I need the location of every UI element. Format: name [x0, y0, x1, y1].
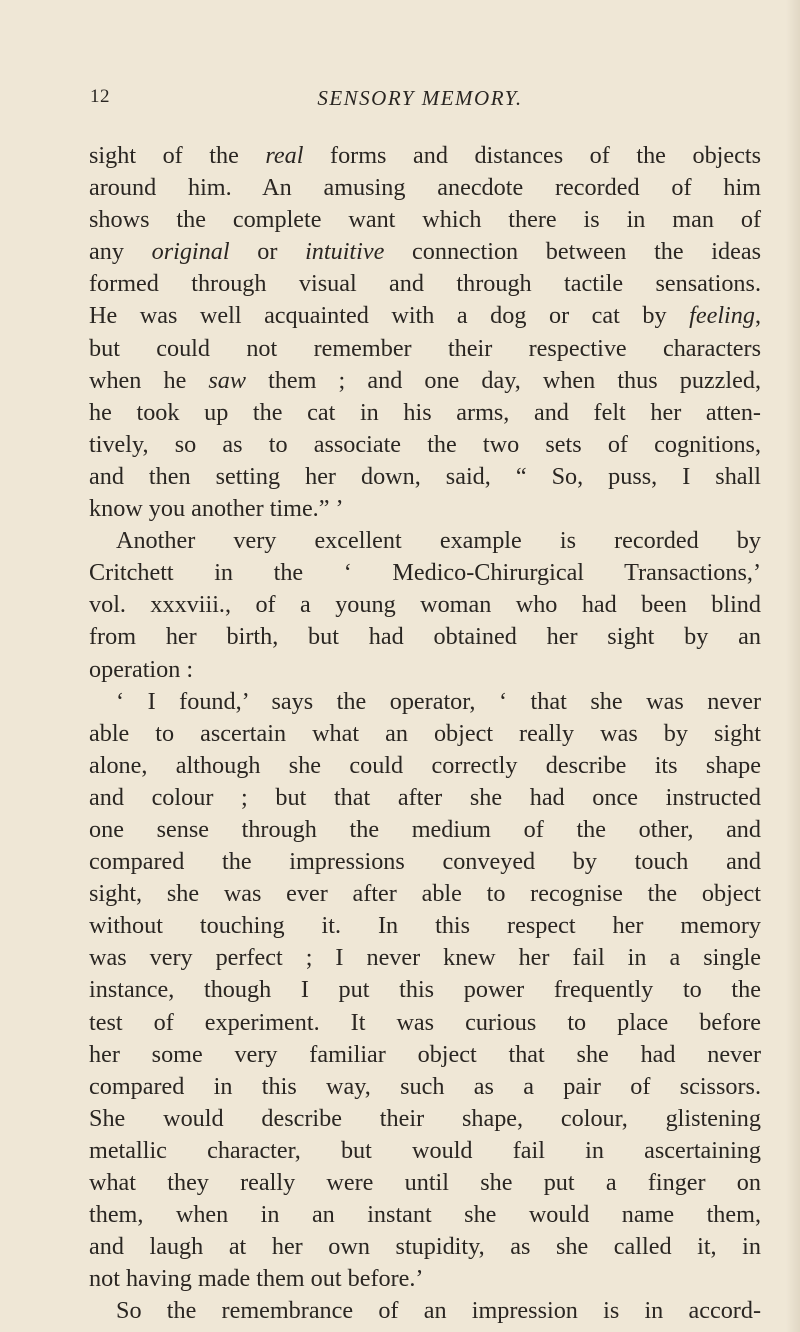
text-run: and colour ; but that after she had once instructed: [89, 783, 761, 811]
text-line: [89, 333, 761, 365]
text-run: them, when in an instant she would name them,: [89, 1201, 761, 1229]
text-run: and then setting her down, said, “ So, puss, I shall: [89, 462, 761, 490]
text-line: [89, 557, 761, 589]
text-run: sight of the: [89, 142, 266, 169]
italic-text: intuitive: [305, 238, 385, 266]
text-run: he took up the cat in his arms, and felt her atten-: [89, 398, 761, 426]
text-run: alone, although she could correctly describe its shape: [89, 751, 761, 779]
text-line: [89, 1295, 761, 1327]
text-run: metallic character, but would fail in ascertaining: [89, 1136, 761, 1164]
text-line: [89, 654, 761, 686]
text-run: tively, so as to associate the two sets of cognitions,: [89, 430, 761, 458]
text-line: [89, 782, 761, 814]
text-line: [89, 461, 761, 493]
text-line: [89, 1135, 761, 1167]
text-line: [89, 493, 761, 525]
text-run: So the remembrance of an impression is in accord-: [116, 1297, 761, 1325]
text-line: [89, 814, 761, 846]
text-line: [89, 1007, 761, 1039]
text-line: [89, 1071, 761, 1103]
text-run: ‘ I found,’ says the operator, ‘ that she was never: [116, 687, 761, 715]
text-run: them ; and one day, when thus puzzled,: [246, 366, 761, 394]
text-run: know you another time.” ’: [89, 495, 344, 523]
text-run: connection between the ideas: [384, 238, 761, 266]
text-run: or: [229, 238, 306, 266]
text-line: [89, 878, 761, 910]
page-edge-shadow: [786, 0, 800, 1332]
text-line: [89, 686, 761, 718]
text-run: what they really were until she put a finger on: [89, 1169, 761, 1196]
text-run: forms and distances of the objects: [303, 142, 761, 169]
text-line: [89, 718, 761, 750]
text-run: formed through visual and through tactile sensations.: [89, 270, 761, 298]
text-run: He was well acquainted with a dog or cat by: [89, 302, 690, 330]
text-run: from her birth, but had obtained her sight by an: [89, 623, 761, 651]
body-text: [89, 140, 761, 1327]
text-line: [89, 1199, 761, 1231]
italic-text: feeling: [689, 302, 755, 330]
text-run: operation :: [89, 655, 194, 683]
text-run: vol. xxxviii., of a young woman who had been blind: [89, 591, 761, 619]
text-line: [89, 172, 761, 204]
text-run: test of experiment. It was curious to place before: [89, 1008, 761, 1036]
text-line: [89, 1167, 761, 1199]
italic-text: original: [151, 238, 230, 266]
text-run: was very perfect ; I never knew her fail in a single: [89, 944, 761, 972]
text-line: [89, 846, 761, 878]
page-number: 12: [90, 86, 110, 107]
italic-text: real: [265, 142, 304, 169]
italic-text: saw: [208, 366, 247, 394]
text-line: [89, 1231, 761, 1263]
text-run: ,: [754, 302, 761, 330]
text-run: without touching it. In this respect her memory: [89, 912, 761, 940]
text-run: Another very excellent example is recorded by: [116, 527, 761, 555]
text-line: [89, 236, 761, 268]
text-line: [89, 429, 761, 461]
text-run: when he: [89, 366, 209, 394]
text-line: [89, 942, 761, 974]
text-line: [89, 621, 761, 653]
text-run: instance, though I put this power frequently to the: [89, 976, 761, 1004]
text-run: compared the impressions conveyed by touch and: [89, 848, 761, 876]
text-run: not having made them out before.’: [89, 1265, 424, 1293]
text-run: one sense through the medium of the other, and: [89, 815, 761, 843]
running-title: SENSORY MEMORY.: [317, 86, 523, 110]
page-header: [90, 86, 750, 112]
text-line: [89, 365, 761, 397]
text-line: [89, 1039, 761, 1071]
text-run: compared in this way, such as a pair of scissors.: [89, 1072, 761, 1100]
text-line: [89, 1103, 761, 1135]
text-run: and laugh at her own stupidity, as she called it, in: [89, 1233, 761, 1261]
text-line: [89, 910, 761, 942]
text-line: [89, 1263, 761, 1295]
text-run: She would describe their shape, colour, glistening: [89, 1104, 761, 1132]
text-line: [89, 300, 761, 332]
text-line: [89, 268, 761, 300]
text-run: any: [89, 238, 152, 266]
text-run: but could not remember their respective characters: [89, 334, 761, 362]
text-run: sight, she was ever after able to recognise the object: [89, 880, 761, 908]
text-line: [89, 750, 761, 782]
text-line: [89, 974, 761, 1006]
text-line: [89, 140, 761, 172]
text-run: shows the complete want which there is in man of: [89, 206, 761, 234]
text-run: able to ascertain what an object really was by sight: [89, 719, 761, 747]
text-line: [89, 589, 761, 621]
text-line: [89, 397, 761, 429]
text-run: around him. An amusing anecdote recorded of him: [89, 174, 761, 202]
text-line: [89, 204, 761, 236]
text-run: her some very familiar object that she had never: [89, 1040, 761, 1068]
text-line: [89, 525, 761, 557]
text-run: Critchett in the ‘ Medico-Chirurgical Transactions,’: [89, 559, 761, 587]
